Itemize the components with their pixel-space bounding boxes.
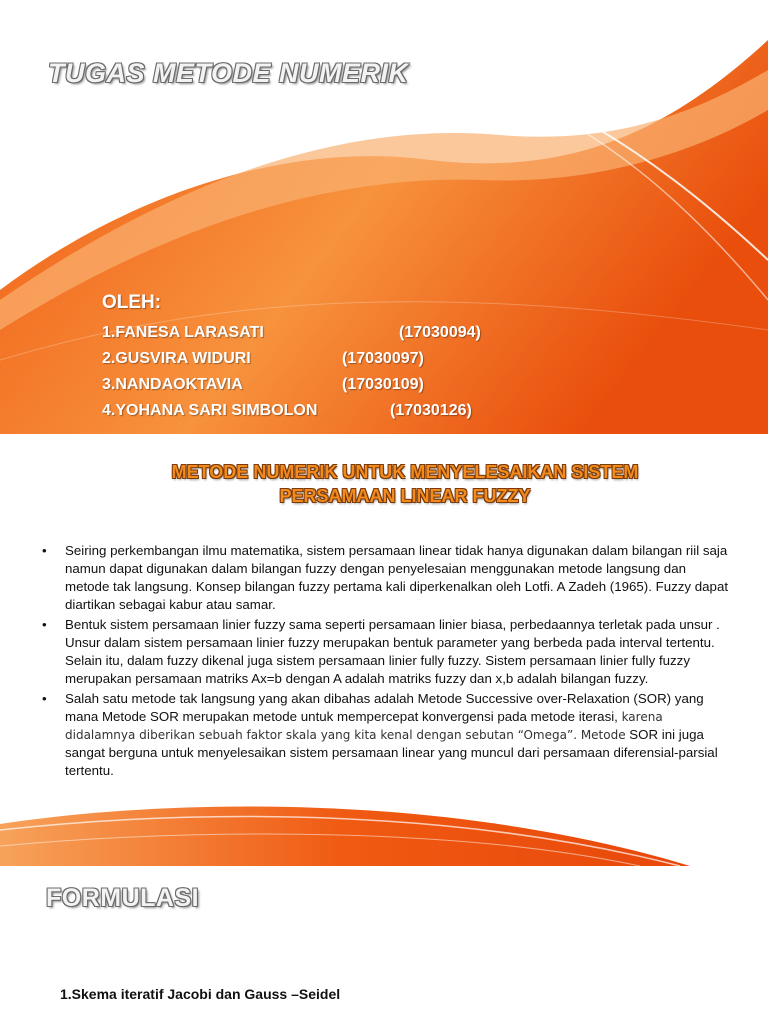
slide-title-heading: TUGAS METODE NUMERIK [48, 58, 409, 88]
slide-content [0, 434, 768, 866]
bullet-text-alt: karena didalamnya diberikan sebuah faktor skala yang kita kenal dengan sebutan “Omega”. Metode [65, 710, 663, 742]
author-nim: (17030109) [342, 376, 424, 393]
author-name: 4.YOHANA SARI SIMBOLON [102, 402, 318, 419]
author-name: 2.GUSVIRA WIDURI [102, 350, 251, 367]
author-nim: (17030097) [342, 350, 424, 367]
content-heading-line1: METODE NUMERIK UNTUK MENYELESAIKAN SISTEM [171, 462, 639, 482]
author-name: 1.FANESA LARASATI [102, 324, 264, 341]
author-row [102, 346, 424, 372]
author-row [102, 320, 481, 346]
bullet-list [40, 542, 730, 782]
bullet-item [40, 690, 730, 780]
author-list [102, 292, 481, 424]
content-heading-line2: PERSAMAAN LINEAR FUZZY [279, 486, 531, 506]
bullet-icon: • [42, 617, 47, 632]
bullet-icon: • [42, 543, 47, 558]
author-name: 3.NANDAOKTAVIA [102, 376, 243, 393]
bullet-item [40, 542, 730, 614]
bullet-text: Seiring perkembangan ilmu matematika, sistem persamaan linear tidak hanya digunakan dalam bilangan riil saja namun dapat digunakan dalam bilangan fuzzy dengan penyelesaian menggunakan metode langsung dan metode tak langsung. Konsep bilangan fuzzy pertama kali diperkenalkan oleh Lotfi. A Zadeh (1965). Fuzzy dapat diartikan sebagai kabur atau samar. [65, 543, 729, 612]
author-row [102, 372, 424, 398]
author-row [102, 398, 472, 424]
author-nim: (17030094) [399, 324, 481, 341]
bullet-text: SOR ini juga sangat berguna untuk menyelesaikan sistem persamaan linear yang muncul dari persamaan diferensial-parsial tertentu. [65, 727, 718, 778]
author-nim: (17030126) [390, 402, 472, 419]
slide-title [0, 0, 768, 434]
bullet-text: Salah satu metode tak langsung yang akan dibahas adalah Metode Successive over-Relaxation (SOR) yang mana Metode SOR merupakan metode untuk mempercepat konvergensi pada metode iterasi, [65, 691, 704, 724]
bullet-text: Bentuk sistem persamaan linier fuzzy sama seperti persamaan linier biasa, perbedaannya terletak pada unsur . Unsur dalam sistem persamaan linier fuzzy merupakan bentuk parameter yang berbeda pada interval tertentu. Selain itu, dalam fuzzy dikenal juga sistem persamaan linier fully fuzzy. Sistem persamaan linier fully fuzzy merupakan persamaan matriks Ax=b dengan A adalah matriks fuzzy dan x,b adalah bilangan fuzzy. [65, 617, 720, 686]
oleh-label: OLEH: [102, 292, 162, 313]
formulasi-title: FORMULASI [46, 884, 200, 912]
bullet-item [40, 616, 730, 688]
bullet-icon: • [42, 691, 47, 706]
slide-formulasi [0, 866, 768, 1024]
content-heading [60, 460, 750, 508]
formulasi-subheading: 1.Skema iteratif Jacobi dan Gauss –Seidel [60, 986, 341, 1002]
